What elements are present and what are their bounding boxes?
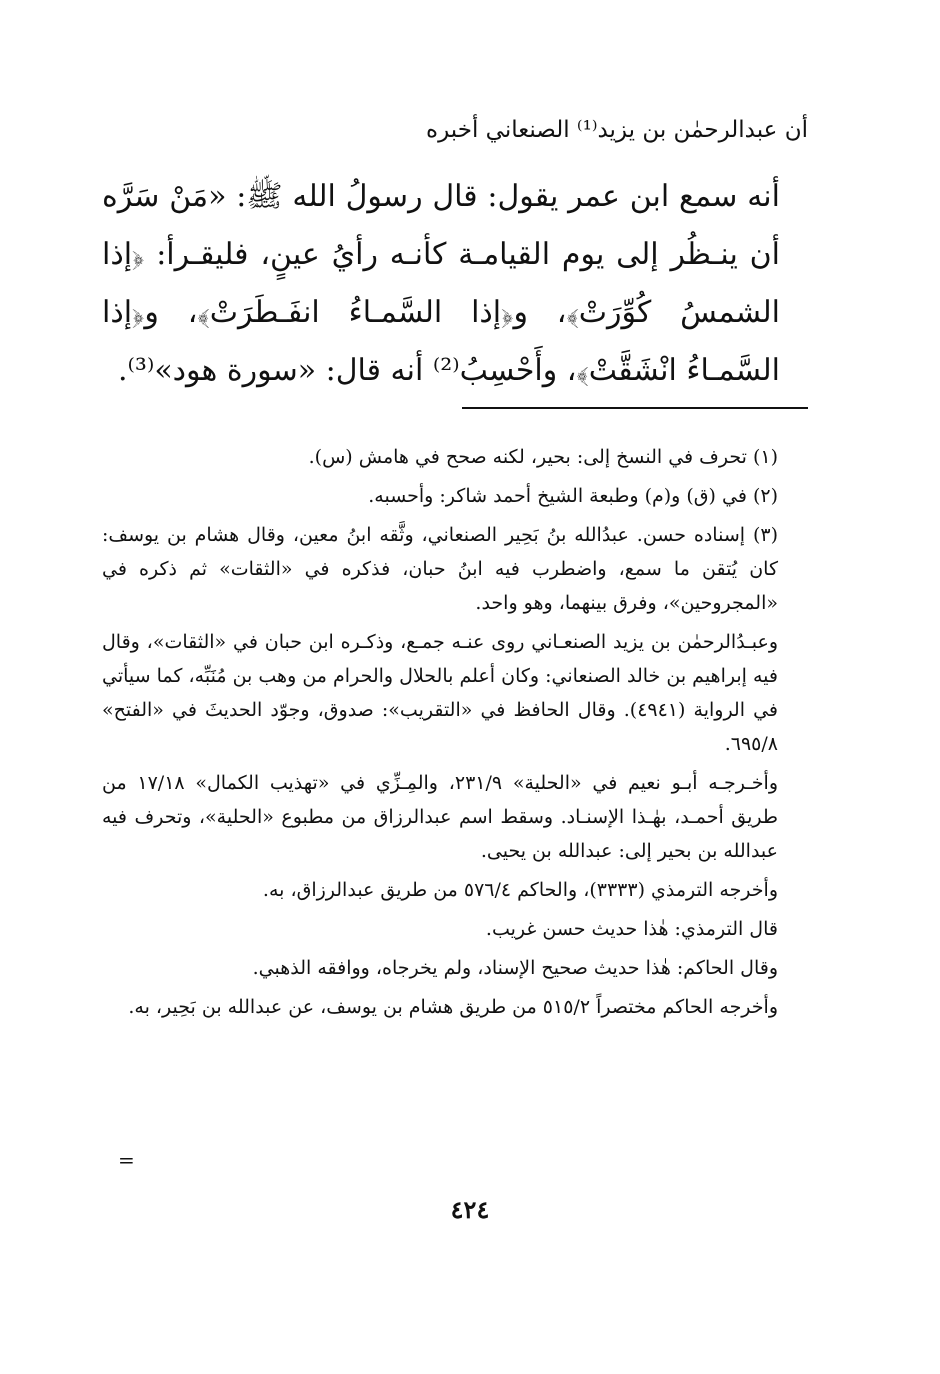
footnote-2: (٢) في (ق) و(م) وطبعة الشيخ أحمد شاكر: وأحسبه. bbox=[368, 485, 778, 507]
continuation-mark: = bbox=[118, 1148, 135, 1172]
page-number: ٤٢٤ bbox=[450, 1195, 490, 1224]
footnote-paragraph: وأخرجه الحاكم مختصراً ٥١٥/٢ من طريق هشام بن يوسف، عن عبدالله بن بَحِير، به. bbox=[128, 996, 778, 1018]
footnote-paragraph: وعبـدُالرحمٰن بن يزيد الصنعـاني روى عنـه جمـع، وذكـره ابن حبان في «الثقات»، وقال فيه إبراهيم بن خالد الصنعاني: وكان أعلم بالحلال والحرام من وهب بن مُنَبِّه، كما سيأتي في الرواية (٤٩٤١). وقال الحافظ في «التقريب»: صدوق، وجوّد الحديثَ في «الفتح» ٦٩٥/٨. bbox=[102, 631, 778, 755]
footnote-paragraph: قال الترمذي: هٰذا حديث حسن غريب. bbox=[485, 918, 778, 940]
hadith-main-text bbox=[102, 168, 808, 400]
footnote-1: (١) تحرف في النسخ إلى: بحير، لكنه صحح في هامش (س). bbox=[308, 446, 778, 468]
hadith-paragraph: أنه سمع ابن عمر يقول: قال رسولُ الله ﷺ: «مَنْ سَرَّه أن ينـظُر إلى يوم القيامـة كأنـه رأيُ عينٍ، فليقـرأ: ﴿إذا الشمسُ كُوِّرَتْ﴾، و﴿إذا السَّمـاءُ انفَـطَرَتْ﴾، و﴿إذا السَّمـاءُ انْشَقَّتْ﴾، وأَحْسِبُ⁽²⁾ أنه قال: «سورة هود»⁽³⁾. bbox=[102, 179, 780, 388]
footnote-paragraph: وقال الحاكم: هٰذا حديث صحيح الإسناد، ولم يخرجاه، ووافقه الذهبي. bbox=[252, 957, 778, 979]
footnote-separator bbox=[462, 407, 808, 409]
footnote-3: (٣) إسناده حسن. عبدُالله بنُ بَحِير الصنعاني، وثَّقه ابنُ معين، وقال هشام بن يوسف: كان يُتقن ما سمع، واضطرب فيه ابنُ حبان، فذكره في «الثقات» ثم ذكره في «المجروحين»، وفرق بينهما، وهو واحد. bbox=[102, 524, 778, 614]
footnote-paragraph: وأخرجه الترمذي (٣٣٣٣)، والحاكم ٥٧٦/٤ من طريق عبدالرزاق، به. bbox=[262, 879, 778, 901]
footnotes bbox=[102, 440, 808, 1029]
footnote-paragraph: وأخـرجـه أبـو نعيم في «الحلية» ٢٣١/٩، والمِـزِّي في «تهذيب الكمال» ١٧/١٨ من طريق أحمـد، بهٰـذا الإسنـاد. وسقط اسم عبدالرزاق من مطبوع «الحلية»، وتحرف فيه عبدالله بن بحير إلى: عبدالله بن يحيى. bbox=[102, 772, 779, 862]
header-line: أن عبدالرحمٰن بن يزيد⁽¹⁾ الصنعاني أخبره bbox=[426, 117, 808, 143]
